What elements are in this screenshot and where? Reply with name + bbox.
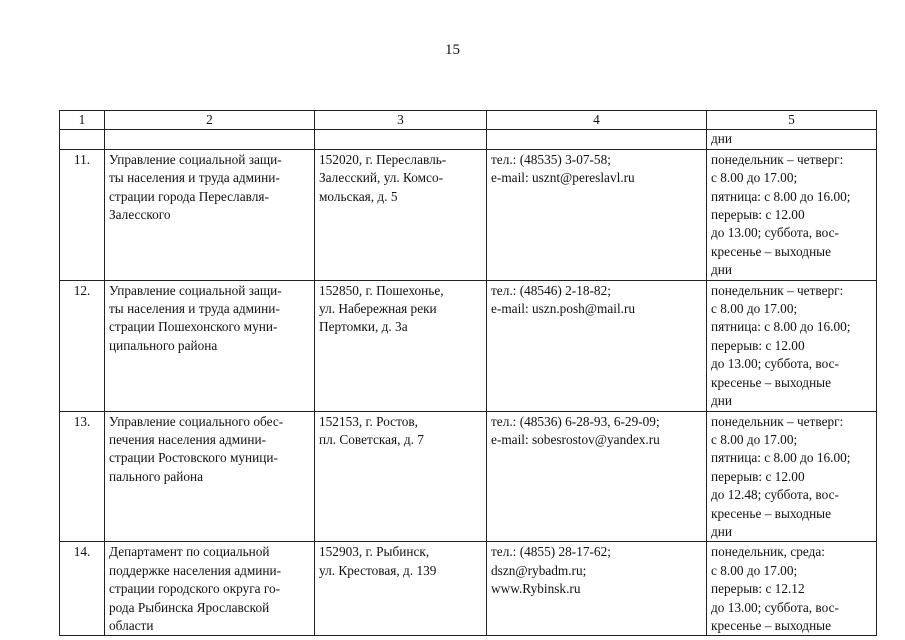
hours-line: кресенье – выходные [711,505,832,521]
contact-line: e-mail: uszn.posh@mail.ru [491,301,636,317]
hours-line: перерыв: с 12.12 [711,581,805,597]
hours-line: кресенье – выходные [711,374,832,390]
table-row [60,280,877,411]
institution-name-cell [105,411,315,542]
continuation-cell-hours: дни [707,130,877,149]
hours-line: перерыв: с 12.00 [711,337,805,353]
continuation-cell-address [315,130,487,149]
hours-line: перерыв: с 12.00 [711,207,805,223]
row-number: 14. [60,542,105,636]
contact-line: тел.: (48546) 2-18-82; [491,282,611,298]
institution-name-line: рода Рыбинска Ярославской [109,599,270,615]
hours-line: с 8.00 до 17.00; [711,562,798,578]
contacts-cell [487,149,707,280]
institution-name-line: ципального района [109,337,218,353]
row-number: 12. [60,280,105,411]
hours-cell [707,149,877,280]
institution-name-cell [105,149,315,280]
table-header-row [60,111,877,130]
address-cell [315,280,487,411]
hours-line: понедельник – четверг: [711,151,844,167]
address-line: ул. Набережная реки [319,301,437,317]
column-header-5: 5 [707,111,877,130]
institution-name-line: Управление социального обес- [109,413,284,429]
hours-line: понедельник, среда: [711,544,825,560]
contact-line: тел.: (4855) 28-17-62; [491,544,611,560]
table-row [60,542,877,636]
page-number: 15 [445,42,460,58]
institution-name-line: ты населения и труда админи- [109,170,280,186]
hours-line: дни [711,523,732,539]
row-number: 11. [60,149,105,280]
hours-cell [707,280,877,411]
hours-line: с 8.00 до 17.00; [711,431,798,447]
hours-line: до 13.00; суббота, вос- [711,225,839,241]
hours-line: до 12.48; суббота, вос- [711,487,839,503]
contact-line: e-mail: sobesrostov@yandex.ru [491,431,660,447]
hours-line: пятница: с 8.00 до 16.00; [711,450,851,466]
hours-line: перерыв: с 12.00 [711,468,805,484]
institution-name-line: пального района [109,468,204,484]
contact-line: тел.: (48536) 6-28-93, 6-29-09; [491,413,660,429]
continuation-cell-num [60,130,105,149]
hours-cell [707,411,877,542]
hours-line: понедельник – четверг: [711,282,844,298]
hours-line: с 8.00 до 17.00; [711,170,798,186]
address-line: ул. Крестовая, д. 139 [319,562,437,578]
institution-name-line: Департамент по социальной [109,544,270,560]
contacts-cell [487,542,707,636]
institution-name-line: Управление социальной защи- [109,151,282,167]
contact-line: www.Rybinsk.ru [491,581,581,597]
institution-name-line: страции Ростовского муници- [109,450,278,466]
hours-line: кресенье – выходные [711,617,832,633]
institution-name-line: страции городского округа го- [109,581,281,597]
address-line: Залесский, ул. Комсо- [319,170,444,186]
institution-name-line: области [109,617,154,633]
hours-line: дни [711,262,732,278]
continuation-cell-name [105,130,315,149]
address-cell [315,411,487,542]
hours-line: с 8.00 до 17.00; [711,301,798,317]
hours-line: дни [711,393,732,409]
institution-name-line: Управление социальной защи- [109,282,282,298]
institution-name-cell [105,542,315,636]
contacts-cell [487,411,707,542]
continuation-cell-contacts [487,130,707,149]
hours-line: до 13.00; суббота, вос- [711,599,839,615]
institution-name-line: поддержке населения админи- [109,562,282,578]
hours-line: кресенье – выходные [711,243,832,259]
address-cell [315,542,487,636]
address-line: 152903, г. Рыбинск, [319,544,430,560]
address-line: 152850, г. Пошехонье, [319,282,444,298]
institution-name-cell [105,280,315,411]
address-line: 152020, г. Переславль- [319,151,447,167]
contact-line: e-mail: usznt@pereslavl.ru [491,170,635,186]
hours-line: понедельник – четверг: [711,413,844,429]
contact-line: dszn@rybadm.ru; [491,562,587,578]
address-line: мольская, д. 5 [319,188,398,204]
column-header-3: 3 [315,111,487,130]
contact-line: тел.: (48535) 3-07-58; [491,151,611,167]
institution-name-line: страции города Переславля- [109,188,269,204]
address-line: 152153, г. Ростов, [319,413,418,429]
hours-line: пятница: с 8.00 до 16.00; [711,319,851,335]
column-header-2: 2 [105,111,315,130]
contacts-cell [487,280,707,411]
address-line: пл. Советская, д. 7 [319,431,424,447]
hours-line: пятница: с 8.00 до 16.00; [711,188,851,204]
address-cell [315,149,487,280]
column-header-4: 4 [487,111,707,130]
institution-name-line: страции Пошехонского муни- [109,319,278,335]
row-number: 13. [60,411,105,542]
table-row [60,411,877,542]
hours-cell [707,542,877,636]
institution-name-line: печения населения админи- [109,431,266,447]
table-row [60,149,877,280]
institution-name-line: Залесского [109,207,171,223]
institutions-table [59,110,877,636]
column-header-1: 1 [60,111,105,130]
address-line: Пертомки, д. 3а [319,319,408,335]
continuation-row [60,130,877,149]
institution-name-line: ты населения и труда админи- [109,301,280,317]
hours-line: до 13.00; суббота, вос- [711,356,839,372]
